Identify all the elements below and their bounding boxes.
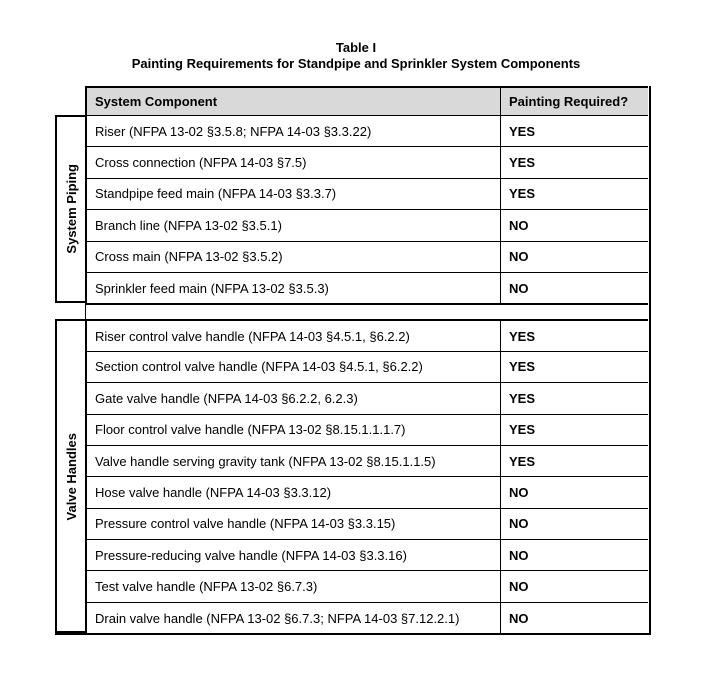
table-cell-painting: NO bbox=[500, 508, 648, 539]
table-cell-component: Floor control valve handle (NFPA 13-02 §8.15.1.1.1.7) bbox=[85, 414, 500, 445]
table-title: Painting Requirements for Standpipe and Sprinkler System Components bbox=[131, 56, 581, 71]
table-cell-painting: NO bbox=[500, 241, 648, 272]
table-cell-component: Sprinkler feed main (NFPA 13-02 §3.5.3) bbox=[85, 272, 500, 303]
group-separator-row bbox=[85, 303, 648, 319]
table-cell-painting: YES bbox=[500, 178, 648, 209]
table-cell-component: Pressure-reducing valve handle (NFPA 14-03 §3.3.16) bbox=[85, 539, 500, 570]
table-cell-component: Pressure control valve handle (NFPA 14-03 §3.3.15) bbox=[85, 508, 500, 539]
table-cell-component: Gate valve handle (NFPA 14-03 §6.2.2, 6.2.3) bbox=[85, 382, 500, 413]
table-cell-painting: NO bbox=[500, 476, 648, 507]
table-cell-component: Cross connection (NFPA 14-03 §7.5) bbox=[85, 146, 500, 177]
group-label-text: System Piping bbox=[63, 164, 79, 254]
table-title-block bbox=[0, 40, 712, 72]
header-system-component: System Component bbox=[85, 86, 500, 115]
table-cell-painting: NO bbox=[500, 602, 648, 633]
group-label-system-piping bbox=[55, 115, 85, 303]
table-cell-painting: YES bbox=[500, 351, 648, 382]
table-number: Table I bbox=[335, 40, 377, 55]
table-cell-painting: YES bbox=[500, 414, 648, 445]
table-cell-component: Valve handle serving gravity tank (NFPA 13-02 §8.15.1.1.5) bbox=[85, 445, 500, 476]
table-cell-painting: YES bbox=[500, 319, 648, 350]
table-cell-painting: YES bbox=[500, 115, 648, 146]
group-label-text: Valve Handles bbox=[63, 432, 79, 521]
table-cell-painting: YES bbox=[500, 445, 648, 476]
table-cell-component: Drain valve handle (NFPA 13-02 §6.7.3; NFPA 14-03 §7.12.2.1) bbox=[85, 602, 500, 633]
table-cell-component: Branch line (NFPA 13-02 §3.5.1) bbox=[85, 209, 500, 240]
table-cell-component: Section control valve handle (NFPA 14-03 §4.5.1, §6.2.2) bbox=[85, 351, 500, 382]
table-cell-component: Test valve handle (NFPA 13-02 §6.7.3) bbox=[85, 570, 500, 601]
table-cell-painting: YES bbox=[500, 146, 648, 177]
header-corner-blank bbox=[55, 86, 85, 115]
table-cell-component: Cross main (NFPA 13-02 §3.5.2) bbox=[85, 241, 500, 272]
painting-requirements-table bbox=[55, 86, 651, 635]
header-painting-required: Painting Required? bbox=[500, 86, 648, 115]
table-cell-painting: NO bbox=[500, 570, 648, 601]
group-label-valve-handles bbox=[55, 319, 85, 633]
table-cell-painting: NO bbox=[500, 539, 648, 570]
table-cell-painting: YES bbox=[500, 382, 648, 413]
table-cell-component: Riser control valve handle (NFPA 14-03 §4.5.1, §6.2.2) bbox=[85, 319, 500, 350]
table-cell-component: Standpipe feed main (NFPA 14-03 §3.3.7) bbox=[85, 178, 500, 209]
table-cell-painting: NO bbox=[500, 272, 648, 303]
table-cell-painting: NO bbox=[500, 209, 648, 240]
table-cell-component: Riser (NFPA 13-02 §3.5.8; NFPA 14-03 §3.3.22) bbox=[85, 115, 500, 146]
table-cell-component: Hose valve handle (NFPA 14-03 §3.3.12) bbox=[85, 476, 500, 507]
